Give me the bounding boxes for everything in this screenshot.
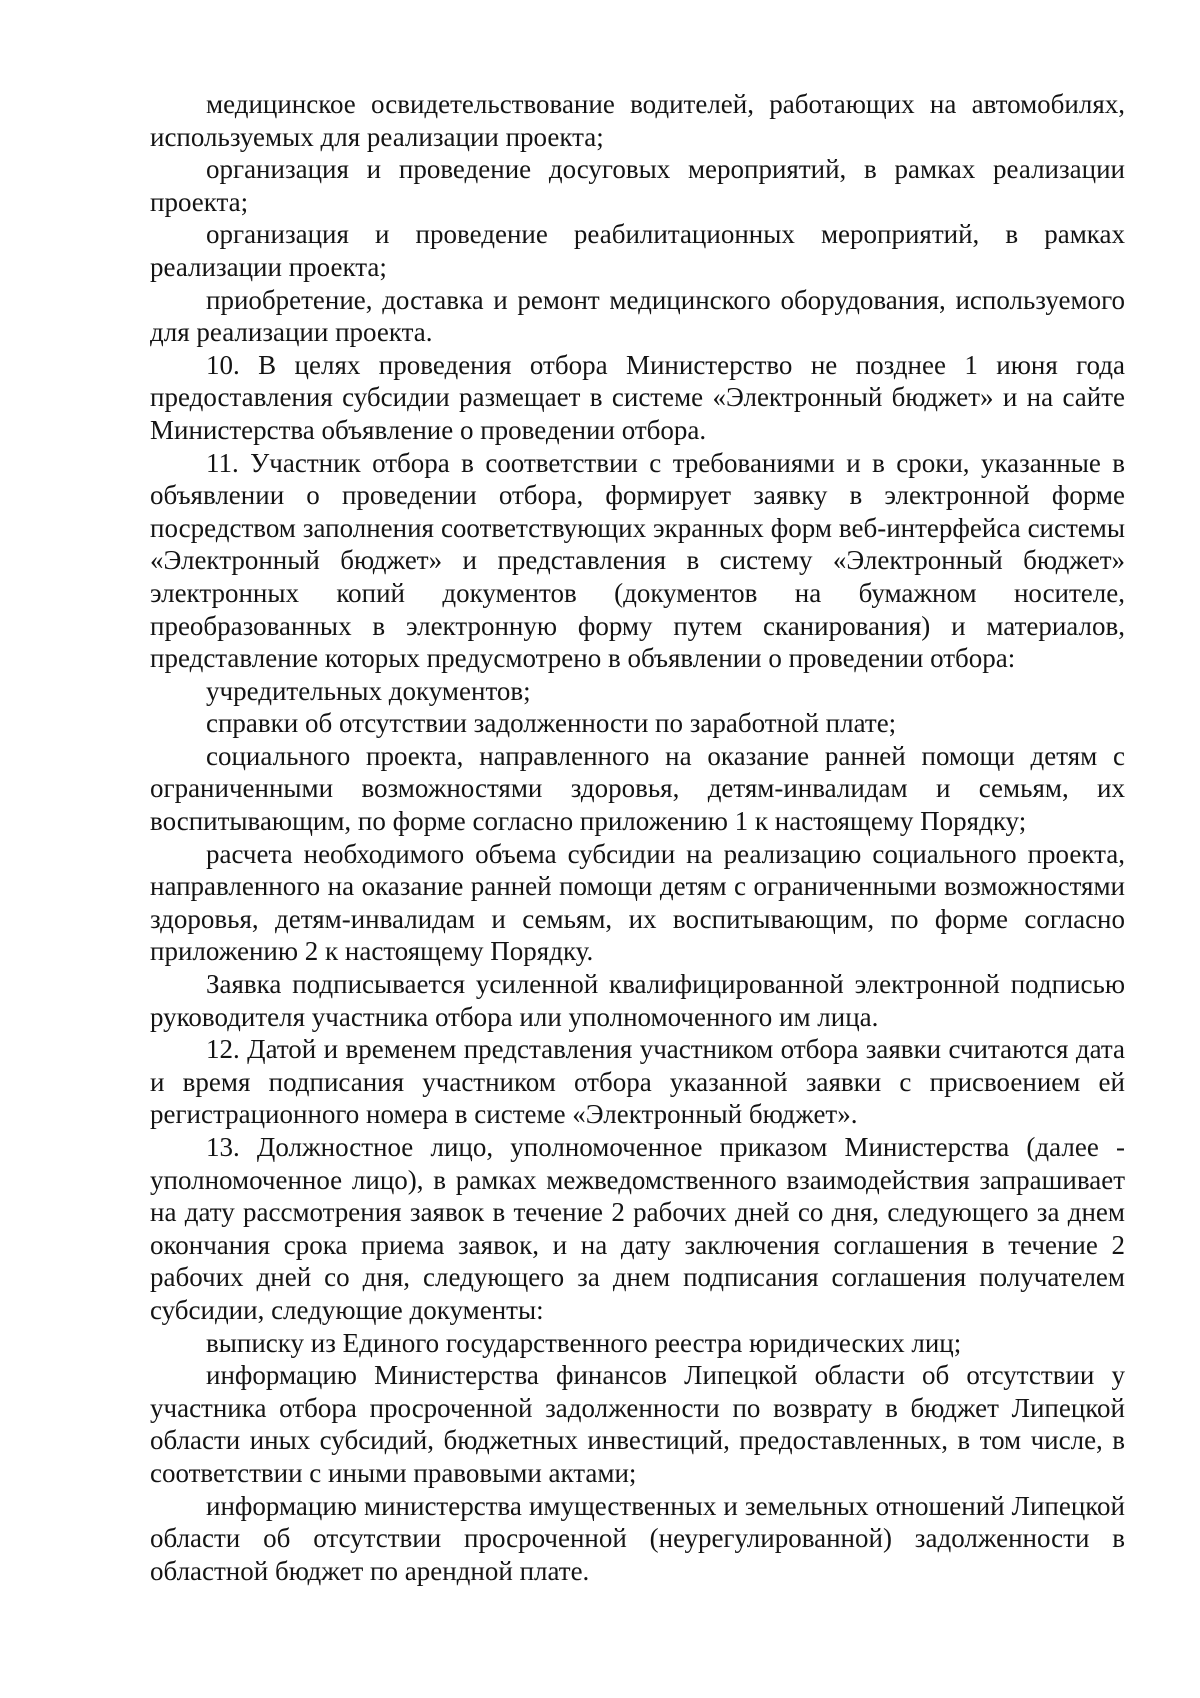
paragraph-item-10: 10. В целях проведения отбора Министерство не позднее 1 июня года предоставления субсидии размещает в системе «Электронный бюджет» и на сайте Министерства объявление о проведении отбора. [150, 349, 1125, 445]
paragraph-item-13: 13. Должностное лицо, уполномоченное приказом Министерства (далее - уполномоченное лицо), в рамках межведомственного взаимодействия запрашивает на дату рассмотрения заявок в течение 2 рабочих дней со дня, следующего за днем окончания срока приема заявок, и на дату заключения соглашения в течение 2 рабочих дней со дня, следующего за днем подписания соглашения получателем субсидии, следующие документы: [150, 1132, 1125, 1325]
paragraph-salary-debt-certificate: справки об отсутствии задолженности по заработной плате; [206, 708, 897, 739]
paragraph-item-12: 12. Датой и временем представления участником отбора заявки считаются дата и время подписания участником отбора указанной заявки с присвоением ей регистрационного номера в системе «Электронный бюджет». [150, 1034, 1125, 1130]
paragraph-medical-examination: медицинское освидетельствование водителей, работающих на автомобилях, используемых для реализации проекта; [150, 89, 1125, 152]
paragraph-application-signature: Заявка подписывается усиленной квалифицированной электронной подписью руководителя участника отбора или уполномоченного им лица. [150, 969, 1125, 1032]
paragraph-property-ministry-info: информацию министерства имущественных и земельных отношений Липецкой области об отсутствии просроченной (неурегулированной) задолженности в областной бюджет по арендной плате. [150, 1490, 1125, 1586]
paragraph-subsidy-calculation: расчета необходимого объема субсидии на реализацию социального проекта, направленного на оказание ранней помощи детям с ограниченными возможностями здоровья, детям-инвалидам и семьям, их воспитывающим, по форме согласно приложению 2 к настоящему Порядку. [150, 838, 1125, 967]
paragraph-social-project: социального проекта, направленного на оказание ранней помощи детям с ограниченными возможностями здоровья, детям-инвалидам и семьям, их воспитывающим, по форме согласно приложению 1 к настоящему Порядку; [150, 740, 1125, 837]
paragraph-rehabilitation-events: организация и проведение реабилитационных мероприятий, в рамках реализации проекта; [150, 219, 1125, 282]
paragraph-item-11: 11. Участник отбора в соответствии с требованиями и в сроки, указанные в объявлении о проведении отбора, формирует заявку в электронной форме посредством заполнения соответствующих экранных форм веб-интерфейса системы «Электронный бюджет» и представления в систему «Электронный бюджет» электронных копий документов (документов на бумажном носителе, преобразованных в электронную форму путем сканирования) и материалов, представление которых предусмотрено в объявлении о проведении отбора: [150, 447, 1125, 674]
document-page [150, 88, 1125, 1587]
paragraph-founding-documents: учредительных документов; [206, 675, 531, 706]
paragraph-finance-ministry-info: информацию Министерства финансов Липецкой области об отсутствии у участника отбора просроченной задолженности по возврату в бюджет Липецкой области иных субсидий, бюджетных инвестиций, предоставленных, в том числе, в соответствии с иными правовыми актами; [150, 1360, 1125, 1488]
paragraph-medical-equipment: приобретение, доставка и ремонт медицинского оборудования, используемого для реализации проекта. [150, 284, 1125, 348]
paragraph-legal-entities-extract: выписку из Единого государственного реестра юридических лиц; [206, 1327, 962, 1358]
paragraph-leisure-events: организация и проведение досуговых мероприятий, в рамках реализации проекта; [150, 154, 1125, 217]
